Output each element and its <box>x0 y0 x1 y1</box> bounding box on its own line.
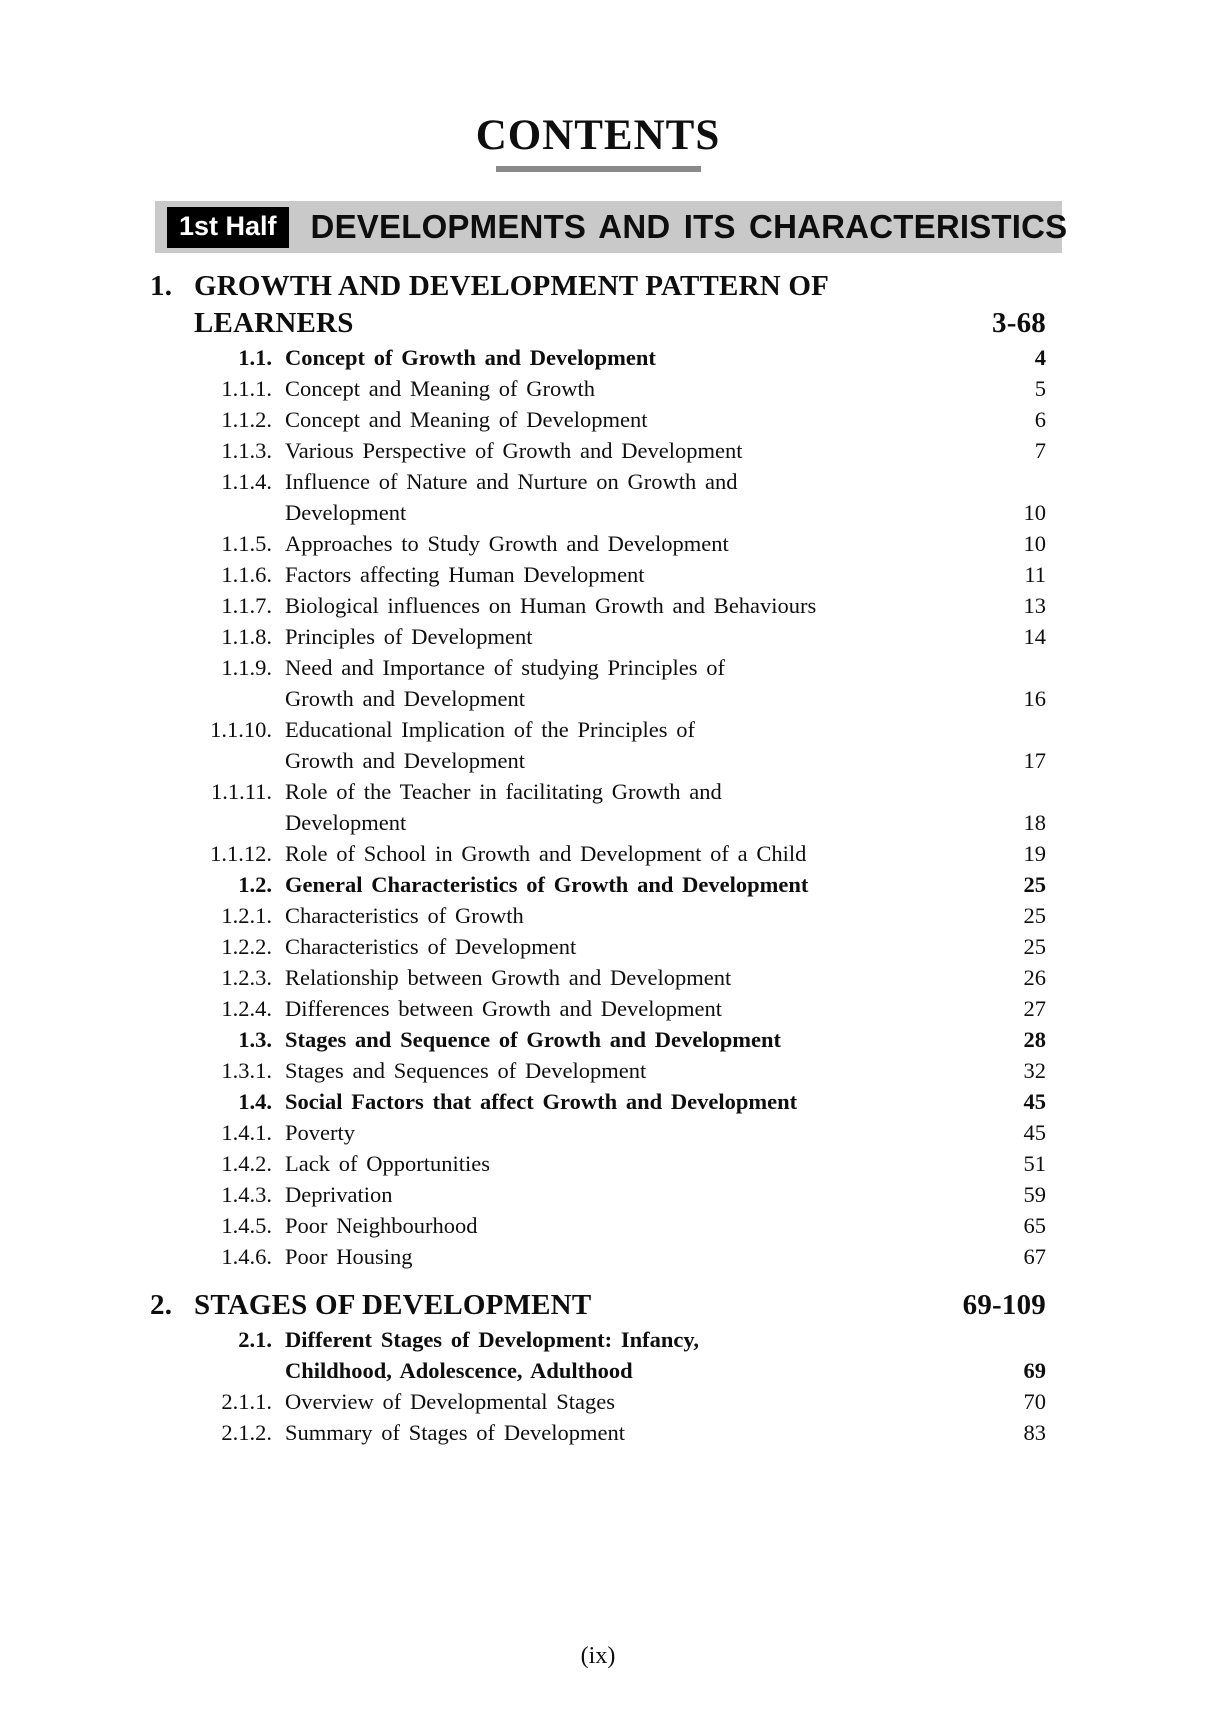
entry-page-number: 18 <box>1023 810 1046 836</box>
entry-title <box>285 466 1011 528</box>
entry-number: 1.1.4. <box>221 469 272 495</box>
entry-page-number: 65 <box>1023 1213 1046 1239</box>
chapter-number: 1. <box>150 270 173 303</box>
entry-title <box>285 1024 1011 1055</box>
entry-number: 1.1.8. <box>221 624 272 650</box>
entry-title <box>285 342 1022 373</box>
entry-title-line: Different Stages of Development: Infancy, <box>285 1327 699 1353</box>
entry-title-line: Stages and Sequence of Growth and Development <box>285 1027 782 1053</box>
entry-title-line: Educational Implication of the Principles of <box>285 717 696 743</box>
entry-title <box>285 559 1011 590</box>
entry-page-number: 69 <box>1023 1358 1046 1384</box>
entry-title-line: Role of School in Growth and Development of a Child <box>285 841 807 867</box>
toc-entry <box>150 1148 1046 1179</box>
toc-entry <box>150 838 1046 869</box>
entry-page-number: 45 <box>1023 1089 1046 1115</box>
toc-entry <box>150 1179 1046 1210</box>
chapter-title-line: LEARNERS <box>194 307 354 340</box>
chapter-title-line: GROWTH AND DEVELOPMENT PATTERN OF <box>194 270 829 303</box>
entry-title <box>285 404 1022 435</box>
chapter-heading <box>150 1287 1046 1324</box>
half-badge: 1st Half <box>167 207 289 248</box>
toc-entry <box>150 776 1046 838</box>
entry-page-number: 11 <box>1024 562 1046 588</box>
entry-title <box>285 993 1011 1024</box>
entry-title <box>285 1417 1011 1448</box>
toc-entry <box>150 342 1046 373</box>
toc-entry <box>150 993 1046 1024</box>
entry-number: 1.1.6. <box>221 562 272 588</box>
toc-entry <box>150 1324 1046 1386</box>
entry-page-number: 13 <box>1023 593 1046 619</box>
entry-page-number: 7 <box>1034 438 1046 464</box>
entry-page-number: 28 <box>1023 1027 1046 1053</box>
entry-title-line: Role of the Teacher in facilitating Growth and <box>285 779 722 805</box>
chapter-title <box>194 268 992 342</box>
entry-title <box>285 776 1011 838</box>
toc-entry <box>150 900 1046 931</box>
entry-title-line: Need and Importance of studying Principles of <box>285 655 726 681</box>
toc-entry <box>150 869 1046 900</box>
toc-entry <box>150 1086 1046 1117</box>
toc-list <box>150 268 1046 1448</box>
entry-title <box>285 714 1011 776</box>
entry-title <box>285 900 1011 931</box>
entry-number: 1.4.1. <box>221 1120 272 1146</box>
toc-entry <box>150 1117 1046 1148</box>
toc-entry <box>150 1024 1046 1055</box>
entry-number: 2.1. <box>238 1327 272 1353</box>
entry-page-number: 19 <box>1023 841 1046 867</box>
toc-entry <box>150 1210 1046 1241</box>
chapter-heading <box>150 268 1046 342</box>
section-banner-title: DEVELOPMENTS AND ITS CHARACTERISTICS <box>310 208 1068 246</box>
entry-page-number: 25 <box>1023 934 1046 960</box>
toc-entry <box>150 373 1046 404</box>
entry-number: 1.2. <box>238 872 272 898</box>
entry-title-line: Characteristics of Growth <box>285 903 524 929</box>
toc-entry <box>150 931 1046 962</box>
entry-number: 2.1.1. <box>221 1389 272 1415</box>
entry-number: 1.4.2. <box>221 1151 272 1177</box>
entry-number: 1.1.5. <box>221 531 272 557</box>
entry-title <box>285 962 1011 993</box>
entry-title <box>285 652 1011 714</box>
entry-title-line: Concept and Meaning of Development <box>285 407 648 433</box>
entry-title-line: Characteristics of Development <box>285 934 577 960</box>
entry-number: 1.2.4. <box>221 996 272 1022</box>
entry-number: 1.4. <box>238 1089 272 1115</box>
entry-title-line: Growth and Development <box>285 686 525 712</box>
entry-number: 1.4.3. <box>221 1182 272 1208</box>
entry-title-line: Concept of Growth and Development <box>285 345 656 371</box>
entry-title-line: Influence of Nature and Nurture on Growth and <box>285 469 738 495</box>
toc-entry <box>150 714 1046 776</box>
contents-page <box>150 112 1068 1448</box>
toc-entry <box>150 1417 1046 1448</box>
entry-page-number: 14 <box>1023 624 1046 650</box>
entry-title-line: Concept and Meaning of Growth <box>285 376 596 402</box>
page-number-footer: (ix) <box>580 1643 616 1669</box>
toc-entry <box>150 528 1046 559</box>
entry-number: 1.1. <box>238 345 272 371</box>
entry-number: 1.4.5. <box>221 1213 272 1239</box>
entry-number: 1.4.6. <box>221 1244 272 1270</box>
entry-title-line: Lack of Opportunities <box>285 1151 490 1177</box>
entry-title <box>285 838 1011 869</box>
toc-entry <box>150 404 1046 435</box>
entry-title <box>285 435 1022 466</box>
entry-title <box>285 931 1011 962</box>
entry-page-number: 27 <box>1023 996 1046 1022</box>
entry-page-number: 10 <box>1023 500 1046 526</box>
entry-title-line: Poor Neighbourhood <box>285 1213 478 1239</box>
entry-title <box>285 1210 1011 1241</box>
entry-title <box>285 1148 1011 1179</box>
entry-title-line: Overview of Developmental Stages <box>285 1389 615 1415</box>
entry-title <box>285 1179 1011 1210</box>
toc-entry <box>150 559 1046 590</box>
entry-page-number: 26 <box>1023 965 1046 991</box>
chapter-title-line: STAGES OF DEVELOPMENT <box>194 1289 592 1322</box>
entry-number: 1.1.12. <box>210 841 272 867</box>
entry-title-line: Stages and Sequences of Development <box>285 1058 647 1084</box>
page-title: CONTENTS <box>475 112 721 159</box>
entry-title-line: Growth and Development <box>285 748 525 774</box>
entry-title-line: Approaches to Study Growth and Development <box>285 531 729 557</box>
entry-title-line: Principles of Development <box>285 624 533 650</box>
entry-page-number: 67 <box>1023 1244 1046 1270</box>
toc-entry <box>150 1055 1046 1086</box>
section-banner <box>155 201 1068 253</box>
entry-title-line: Summary of Stages of Development <box>285 1420 626 1446</box>
entry-page-number: 70 <box>1023 1389 1046 1415</box>
entry-title <box>285 869 1011 900</box>
chapter-title <box>194 1287 963 1324</box>
entry-number: 1.1.9. <box>221 655 272 681</box>
entry-page-number: 59 <box>1023 1182 1046 1208</box>
entry-page-number: 51 <box>1023 1151 1046 1177</box>
toc-entry <box>150 962 1046 993</box>
entry-page-number: 25 <box>1023 903 1046 929</box>
entry-title <box>285 590 1011 621</box>
entry-title-line: Social Factors that affect Growth and Development <box>285 1089 798 1115</box>
toc-entry <box>150 1386 1046 1417</box>
entry-title-line: General Characteristics of Growth and Development <box>285 872 809 898</box>
entry-title <box>285 621 1011 652</box>
toc-entry <box>150 1241 1046 1272</box>
entry-title-line: Relationship between Growth and Development <box>285 965 732 991</box>
entry-title <box>285 1324 1011 1386</box>
entry-page-number: 45 <box>1023 1120 1046 1146</box>
entry-title <box>285 528 1011 559</box>
entry-number: 1.1.7. <box>221 593 272 619</box>
entry-number: 1.1.11. <box>210 779 272 805</box>
chapter-page-range: 3-68 <box>992 307 1046 340</box>
chapter <box>150 1287 1046 1448</box>
entry-number: 1.1.10. <box>210 717 272 743</box>
entry-title-line: Factors affecting Human Development <box>285 562 645 588</box>
entry-page-number: 5 <box>1034 376 1046 402</box>
entry-page-number: 4 <box>1034 345 1046 371</box>
entry-title <box>285 1086 1011 1117</box>
entry-title <box>285 373 1022 404</box>
chapter-number: 2. <box>150 1289 173 1322</box>
entry-number: 1.2.2. <box>221 934 272 960</box>
title-underline <box>496 166 701 172</box>
entry-number: 1.2.3. <box>221 965 272 991</box>
entry-page-number: 32 <box>1023 1058 1046 1084</box>
entry-title <box>285 1055 1011 1086</box>
entry-title <box>285 1117 1011 1148</box>
entry-title-line: Poor Housing <box>285 1244 413 1270</box>
entry-page-number: 16 <box>1023 686 1046 712</box>
entry-number: 1.2.1. <box>221 903 272 929</box>
entry-title <box>285 1386 1011 1417</box>
entry-title-line: Development <box>285 810 407 836</box>
entry-number: 2.1.2. <box>221 1420 272 1446</box>
entry-number: 1.1.1. <box>221 376 272 402</box>
entry-title-line: Biological influences on Human Growth and Behaviours <box>285 593 817 619</box>
toc-entry <box>150 652 1046 714</box>
entry-title-line: Deprivation <box>285 1182 393 1208</box>
entry-title-line: Childhood, Adolescence, Adulthood <box>285 1358 633 1384</box>
toc-entry <box>150 590 1046 621</box>
chapter <box>150 268 1046 1272</box>
entry-page-number: 10 <box>1023 531 1046 557</box>
entry-title-line: Various Perspective of Growth and Development <box>285 438 743 464</box>
toc-entry <box>150 621 1046 652</box>
entry-title <box>285 1241 1011 1272</box>
entry-number: 1.1.2. <box>221 407 272 433</box>
entry-page-number: 25 <box>1023 872 1046 898</box>
entry-title-line: Poverty <box>285 1120 355 1146</box>
entry-number: 1.3.1. <box>221 1058 272 1084</box>
entry-page-number: 6 <box>1034 407 1046 433</box>
entry-page-number: 83 <box>1023 1420 1046 1446</box>
toc-entry <box>150 435 1046 466</box>
entry-number: 1.1.3. <box>221 438 272 464</box>
toc-entry <box>150 466 1046 528</box>
entry-page-number: 17 <box>1023 748 1046 774</box>
chapter-page-range: 69-109 <box>962 1289 1046 1322</box>
entry-title-line: Development <box>285 500 407 526</box>
entry-title-line: Differences between Growth and Development <box>285 996 723 1022</box>
entry-number: 1.3. <box>238 1027 272 1053</box>
